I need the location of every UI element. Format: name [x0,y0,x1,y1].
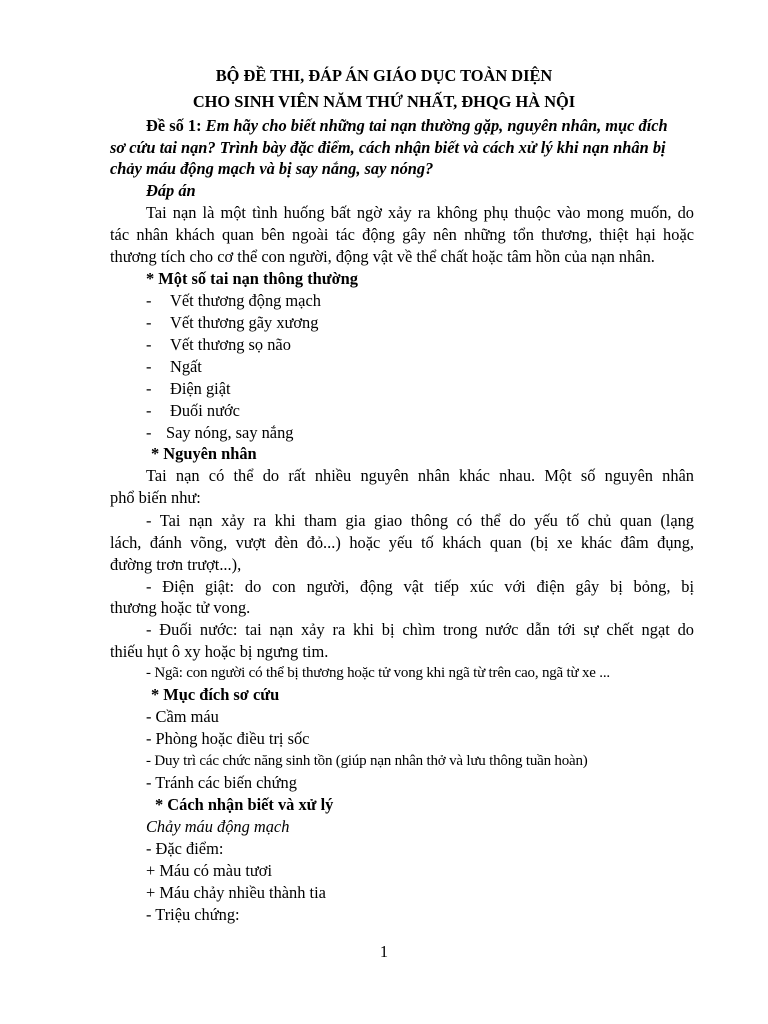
list-item: Vết thương gãy xương [170,313,319,332]
page-number: 1 [379,942,389,961]
title-line-1: BỘ ĐỀ THI, ĐÁP ÁN GIÁO DỤC TOÀN DIỆN [215,66,553,85]
answer-label: Đáp án [146,181,196,200]
list-item: Điện giật [170,379,231,398]
list-item: Đuối nước [170,401,240,420]
cause-electric-2: thương hoặc tử vong. [110,598,251,617]
cause-electric-1: - Điện giật: do con người, động vật tiếp xúc với điện gây bị bỏng, bị [146,577,694,596]
causes-intro-1: Tai nạn có thể do rất nhiều nguyên nhân khác nhau. Một số nguyên nhân [146,466,694,485]
list-item: Vết thương động mạch [170,291,321,310]
identify-heading: * Cách nhận biết và xử lý [155,795,334,814]
intro-line-3: thương tích cho cơ thể con người, động vật về thể chất hoặc tâm hồn của nạn nhân. [110,247,655,266]
feature-line: + Máu chảy nhiều thành tia [146,883,326,902]
question-line-2: sơ cứu tai nạn? Trình bày đặc điểm, cách nhận biết và cách xử lý khi nạn nhân bị [110,138,666,157]
list-bullet: - [146,379,152,398]
cause-traffic-2: lách, đánh võng, vượt đèn đỏ...) hoặc yếu tố khách quan (bị xe khác đâm đụng, [110,533,694,552]
cause-traffic-3: đường trơn trượt...), [110,555,242,574]
list-item: - Tránh các biến chứng [146,773,297,792]
list-bullet: - [146,401,152,420]
list-bullet: - [146,335,152,354]
cause-traffic-1: - Tai nạn xảy ra khi tham gia giao thông có thể do yếu tố chủ quan (lạng [146,511,694,530]
cause-fall: - Ngã: con người có thể bị thương hoặc tử vong khi ngã từ trên cao, ngã từ xe ... [146,665,610,681]
list-bullet: - [146,291,152,310]
cause-drowning-1: - Đuối nước: tai nạn xảy ra khi bị chìm trong nước dẫn tới sự chết ngạt do [146,620,694,639]
list-item: - Cầm máu [146,707,219,726]
question-line-1 [146,115,668,137]
title-line-2: CHO SINH VIÊN NĂM THỨ NHẤT, ĐHQG HÀ NỘI [192,92,576,111]
list-item: Vết thương sọ não [170,335,291,354]
list-bullet: - [146,313,152,332]
list-bullet: - [146,423,152,442]
intro-line-2: tác nhân khách quan bên ngoài tác động gây nên những tổn thương, thiệt hại hoặc [110,225,694,244]
feature-line: - Đặc điểm: [146,839,224,858]
causes-intro-2: phổ biến như: [110,488,201,507]
list-bullet: - [146,357,152,376]
list-item: - Duy trì các chức năng sinh tồn (giúp nạn nhân thở và lưu thông tuần hoàn) [146,753,588,769]
list-item: - Phòng hoặc điều trị sốc [146,729,310,748]
cause-drowning-2: thiếu hụt ô xy hoặc bị ngưng tim. [110,642,329,661]
causes-heading: * Nguyên nhân [151,444,257,463]
question-text-1: Em hãy cho biết những tai nạn thường gặp, nguyên nhân, mục đích [205,116,668,135]
question-label: Đề số 1: [146,116,202,135]
arterial-heading: Chảy máu động mạch [146,817,290,836]
feature-line: + Máu có màu tươi [146,861,273,880]
list-item: Say nóng, say nắng [166,423,294,442]
intro-line-1: Tai nạn là một tình huống bất ngờ xảy ra không phụ thuộc vào mong muốn, do [146,203,694,222]
question-line-3: chảy máu động mạch và bị say nắng, say nóng? [110,159,434,178]
common-heading: * Một số tai nạn thông thường [146,269,358,288]
feature-line: - Triệu chứng: [146,905,240,924]
list-item: Ngất [170,357,202,376]
purpose-heading: * Mục đích sơ cứu [151,685,280,704]
